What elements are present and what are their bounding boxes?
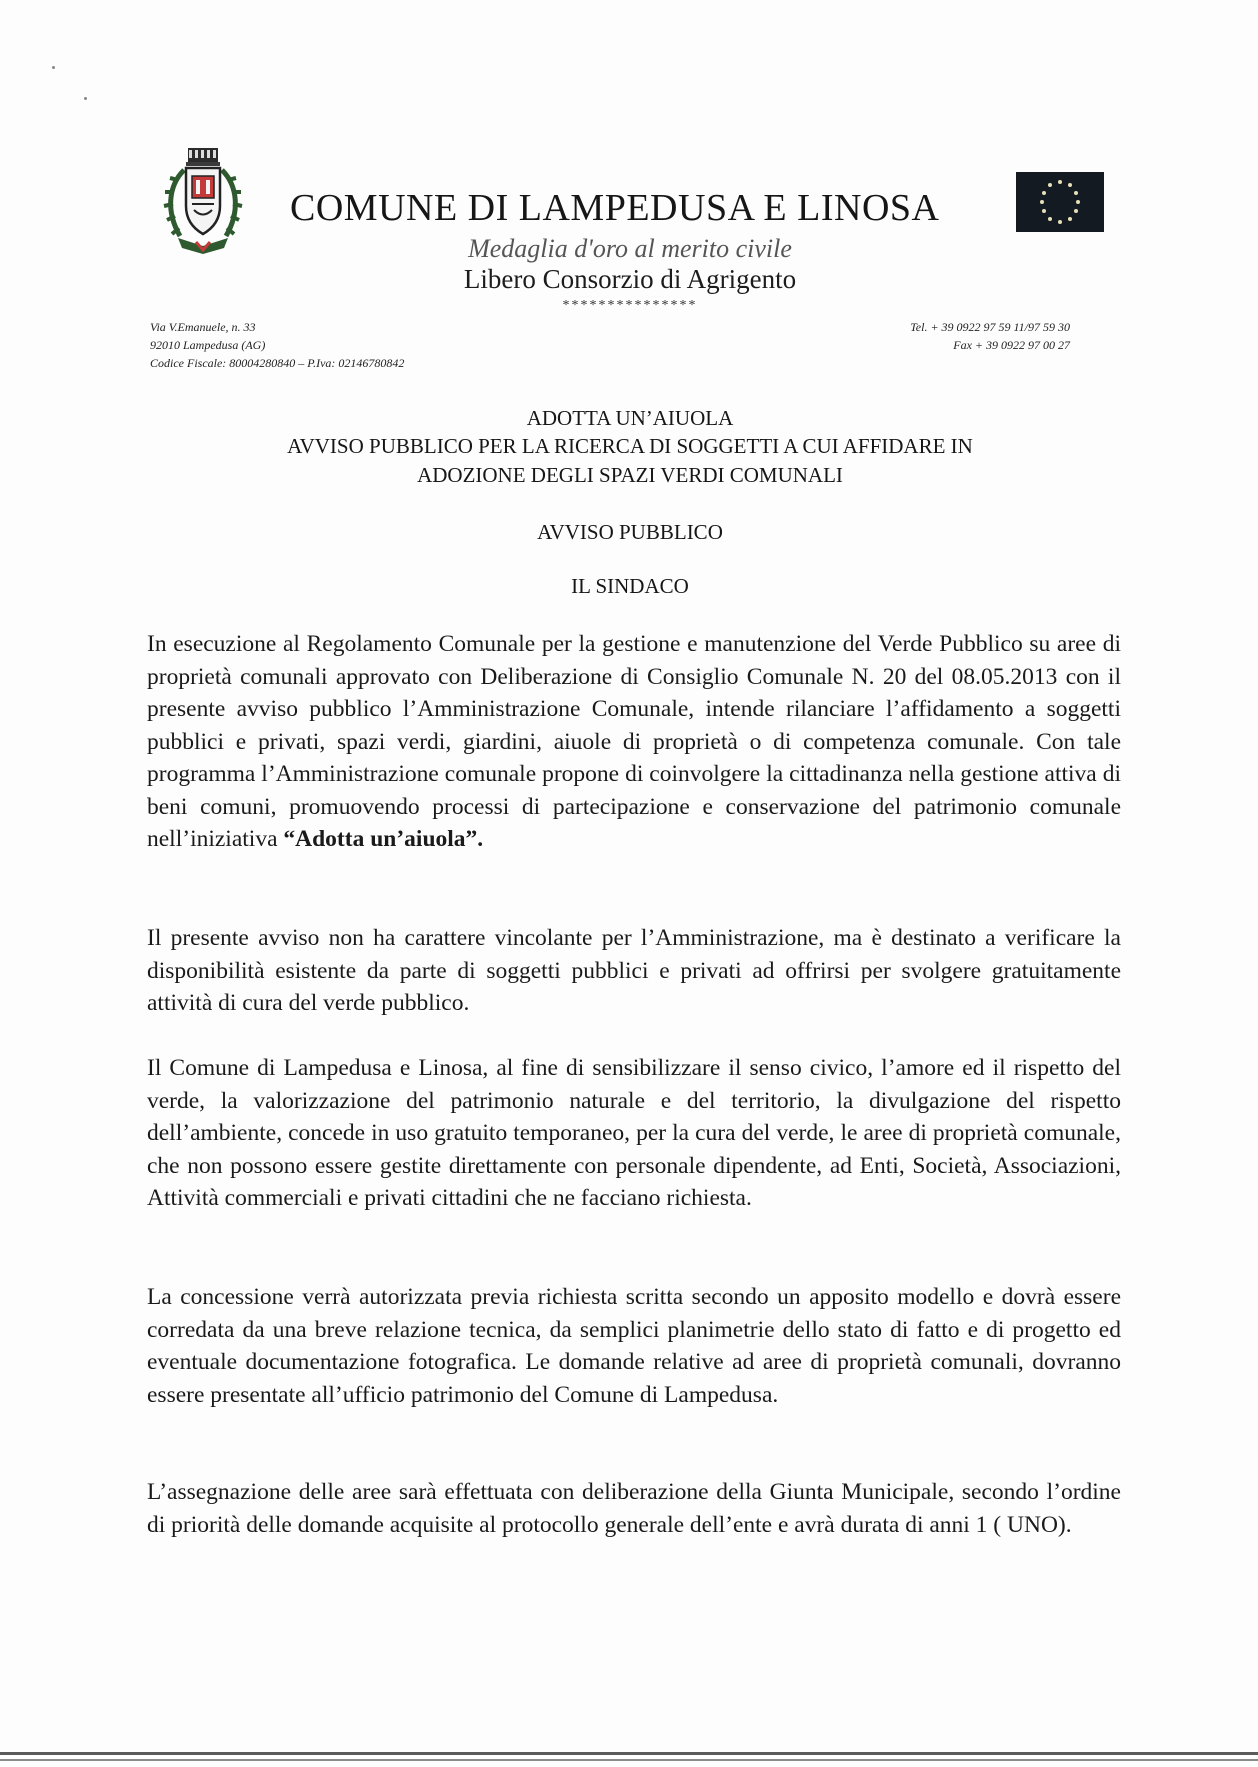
municipal-coat-of-arms-icon: [156, 146, 250, 256]
telephone: Tel. + 39 0922 97 59 11/97 59 30: [910, 320, 1070, 334]
fiscal-codes: Codice Fiscale: 80004280840 – P.Iva: 02146780842: [150, 356, 405, 370]
paragraph-1-text: In esecuzione al Regolamento Comunale per la gestione e manutenzione del Verde Pubblico su aree di proprietà comunali approvato con Deliberazione di Consiglio Comunale N. 20 del 08.05.2013 con il presente avviso pubblico l’Amministrazione Comunale, intende rilanciare l’affidamento a soggetti pubblici e privati, spazi verdi, giardini, aiuole di proprietà o di competenza comunale. Con tale programma l’Amministrazione comunale propone di coinvolgere la cittadinanza nella gestione attiva di beni comuni, promuovendo processi di partecipazione e conservazione del patrimonio comunale nell’iniziativa: [147, 631, 1121, 852]
phone-block: [910, 318, 1070, 354]
motto: Medaglia d'oro al merito civile: [468, 234, 792, 263]
paragraph-5: L’assegnazione delle aree sarà effettuata con deliberazione della Giunta Municipale, secondo l’ordine di priorità delle domande acquisite al protocollo generale dell’ente e avrà durata di anni 1 ( UNO).: [147, 1479, 1121, 1538]
paragraph-4: La concessione verrà autorizzata previa richiesta scritta secondo un apposito modello e dovrà essere corredata da una breve relazione tecnica, da semplici planimetrie dello stato di fatto e di progetto ed eventuale documentazione fotografica. Le domande relative ad aree di proprietà comunali, dovranno essere presentate all’ufficio patrimonio del Comune di Lampedusa.: [147, 1284, 1121, 1408]
municipality-title: COMUNE DI LAMPEDUSA E LINOSA: [290, 187, 940, 229]
address-city: 92010 Lampedusa (AG): [150, 338, 266, 352]
heading-notice-line1: AVVISO PUBBLICO PER LA RICERCA DI SOGGETTI A CUI AFFIDARE IN: [287, 434, 973, 458]
scan-speck: [52, 66, 55, 69]
initiative-name: “Adotta un’aiuola”.: [283, 826, 484, 852]
eu-flag-icon: [1016, 172, 1104, 232]
heading-mayor: IL SINDACO: [571, 574, 689, 598]
heading-public-notice: AVVISO PUBBLICO: [537, 520, 723, 544]
heading-notice-line2: ADOZIONE DEGLI SPAZI VERDI COMUNALI: [417, 463, 843, 487]
paragraph-1: [147, 628, 1121, 856]
paragraph-2: Il presente avviso non ha carattere vincolante per l’Amministrazione, ma è destinato a verificare la disponibilità esistente da parte di soggetti pubblici e privati ad offrirsi per svolgere gratuitamente attività di cura del verde pubblico.: [147, 925, 1121, 1016]
paragraph-3: Il Comune di Lampedusa e Linosa, al fine di sensibilizzare il senso civico, l’amore ed il rispetto del verde, la valorizzazione del patrimonio naturale e del territorio, la divulgazione del rispetto dell’ambiente, concede in uso gratuito temporaneo, per la cura del verde, le aree di proprietà comunale, che non possono essere gestite direttamente con personale dipendente, ad Enti, Società, Associazioni, Attività commerciali e privati cittadini che ne facciano richiesta.: [147, 1055, 1121, 1211]
scan-edge-line: [0, 1759, 1258, 1761]
scan-edge-line: [0, 1752, 1258, 1755]
heading-adopt: ADOTTA UN’AIUOLA: [526, 406, 734, 430]
fax: Fax + 39 0922 97 00 27: [953, 338, 1070, 352]
address-block: [150, 318, 404, 372]
consortium-name: Libero Consorzio di Agrigento: [463, 264, 797, 294]
scan-speck: [84, 97, 87, 100]
separator-stars: ***************: [562, 298, 698, 313]
address-street: Via V.Emanuele, n. 33: [150, 320, 256, 334]
